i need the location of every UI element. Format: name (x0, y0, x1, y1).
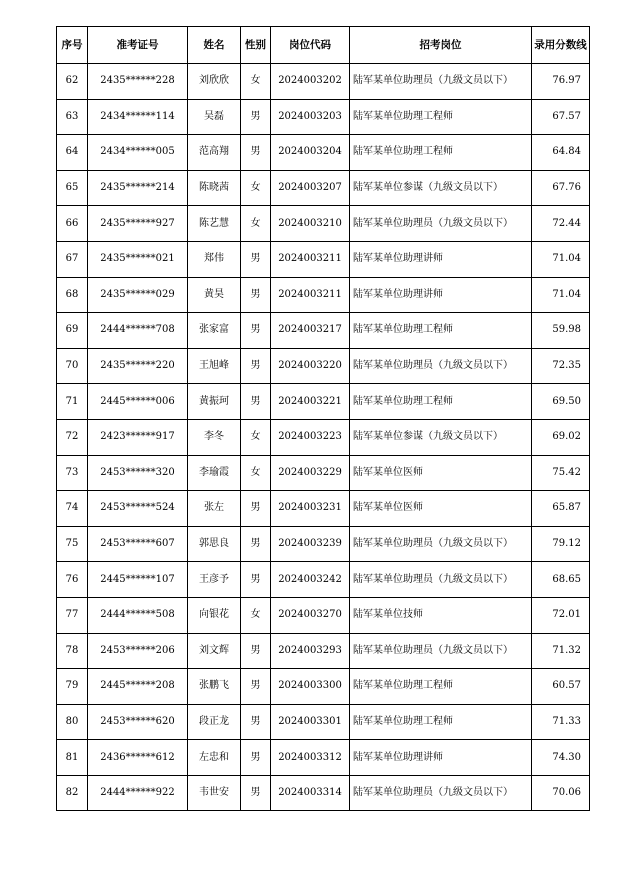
cell-gender: 男 (241, 526, 271, 562)
table-row (57, 775, 590, 811)
header-position-code: 岗位代码 (271, 27, 350, 64)
cell-name: 向银花 (188, 597, 241, 633)
cell-gender: 女 (241, 170, 271, 206)
header-serial: 序号 (57, 27, 88, 64)
cell-score-line: 72.01 (532, 597, 590, 633)
table-row (57, 491, 590, 527)
cell-name: 段正龙 (188, 704, 241, 740)
cell-position-code: 2024003204 (271, 135, 350, 171)
cell-position: 陆军某单位助理员（九级文员以下） (350, 206, 532, 242)
cell-score-line: 69.50 (532, 384, 590, 420)
cell-ticket-number: 2435******228 (88, 64, 188, 100)
cell-gender: 男 (241, 313, 271, 349)
cell-ticket-number: 2445******107 (88, 562, 188, 598)
cell-name: 黄昊 (188, 277, 241, 313)
cell-gender: 男 (241, 277, 271, 313)
cell-gender: 男 (241, 135, 271, 171)
cell-position: 陆军某单位助理讲师 (350, 241, 532, 277)
table-row (57, 277, 590, 313)
cell-position: 陆军某单位助理工程师 (350, 704, 532, 740)
cell-name: 陈艺慧 (188, 206, 241, 242)
cell-name: 张家富 (188, 313, 241, 349)
cell-position-code: 2024003223 (271, 419, 350, 455)
header-score-line: 录用分数线 (532, 27, 590, 64)
cell-gender: 男 (241, 491, 271, 527)
table-header-row (57, 27, 590, 64)
cell-ticket-number: 2436******612 (88, 740, 188, 776)
table-row (57, 597, 590, 633)
table-row (57, 99, 590, 135)
table-row (57, 384, 590, 420)
cell-ticket-number: 2453******524 (88, 491, 188, 527)
cell-position-code: 2024003229 (271, 455, 350, 491)
cell-name: 李瑜霞 (188, 455, 241, 491)
cell-ticket-number: 2444******922 (88, 775, 188, 811)
cell-position: 陆军某单位技师 (350, 597, 532, 633)
table-row (57, 241, 590, 277)
cell-name: 张鹏飞 (188, 669, 241, 705)
cell-serial: 71 (57, 384, 88, 420)
cell-serial: 82 (57, 775, 88, 811)
cell-position-code: 2024003211 (271, 241, 350, 277)
cell-position: 陆军某单位助理员（九级文员以下） (350, 775, 532, 811)
cell-ticket-number: 2435******927 (88, 206, 188, 242)
cell-gender: 男 (241, 562, 271, 598)
cell-serial: 69 (57, 313, 88, 349)
cell-score-line: 72.35 (532, 348, 590, 384)
cell-position-code: 2024003210 (271, 206, 350, 242)
cell-score-line: 79.12 (532, 526, 590, 562)
cell-ticket-number: 2435******029 (88, 277, 188, 313)
cell-serial: 76 (57, 562, 88, 598)
cell-ticket-number: 2453******320 (88, 455, 188, 491)
cell-gender: 女 (241, 419, 271, 455)
cell-score-line: 76.97 (532, 64, 590, 100)
header-position: 招考岗位 (350, 27, 532, 64)
cell-ticket-number: 2445******006 (88, 384, 188, 420)
cell-ticket-number: 2445******208 (88, 669, 188, 705)
cell-gender: 男 (241, 99, 271, 135)
cell-position: 陆军某单位助理员（九级文员以下） (350, 64, 532, 100)
cell-serial: 80 (57, 704, 88, 740)
cell-ticket-number: 2453******206 (88, 633, 188, 669)
cell-position-code: 2024003203 (271, 99, 350, 135)
cell-gender: 女 (241, 455, 271, 491)
cell-serial: 73 (57, 455, 88, 491)
cell-score-line: 71.04 (532, 241, 590, 277)
table-row (57, 64, 590, 100)
table-row (57, 562, 590, 598)
cell-serial: 68 (57, 277, 88, 313)
cell-name: 刘欣欣 (188, 64, 241, 100)
cell-position: 陆军某单位参谋（九级文员以下） (350, 419, 532, 455)
cell-score-line: 64.84 (532, 135, 590, 171)
cell-position: 陆军某单位助理员（九级文员以下） (350, 526, 532, 562)
cell-position: 陆军某单位医师 (350, 455, 532, 491)
cell-name: 张左 (188, 491, 241, 527)
cell-ticket-number: 2435******220 (88, 348, 188, 384)
cell-position-code: 2024003301 (271, 704, 350, 740)
cell-score-line: 75.42 (532, 455, 590, 491)
cell-serial: 62 (57, 64, 88, 100)
admission-score-table (56, 26, 590, 811)
cell-gender: 男 (241, 633, 271, 669)
cell-score-line: 59.98 (532, 313, 590, 349)
cell-gender: 女 (241, 597, 271, 633)
cell-position: 陆军某单位助理讲师 (350, 740, 532, 776)
table-row (57, 135, 590, 171)
cell-serial: 64 (57, 135, 88, 171)
cell-serial: 81 (57, 740, 88, 776)
cell-gender: 男 (241, 241, 271, 277)
cell-position-code: 2024003300 (271, 669, 350, 705)
cell-serial: 72 (57, 419, 88, 455)
cell-name: 王彦予 (188, 562, 241, 598)
cell-score-line: 71.32 (532, 633, 590, 669)
cell-position: 陆军某单位助理工程师 (350, 313, 532, 349)
cell-position: 陆军某单位医师 (350, 491, 532, 527)
cell-position: 陆军某单位助理工程师 (350, 669, 532, 705)
cell-score-line: 72.44 (532, 206, 590, 242)
cell-ticket-number: 2434******114 (88, 99, 188, 135)
cell-serial: 77 (57, 597, 88, 633)
cell-score-line: 74.30 (532, 740, 590, 776)
cell-score-line: 69.02 (532, 419, 590, 455)
cell-name: 范高翔 (188, 135, 241, 171)
table-row (57, 526, 590, 562)
cell-ticket-number: 2435******214 (88, 170, 188, 206)
cell-position-code: 2024003293 (271, 633, 350, 669)
cell-gender: 男 (241, 669, 271, 705)
cell-score-line: 68.65 (532, 562, 590, 598)
cell-name: 李冬 (188, 419, 241, 455)
cell-ticket-number: 2434******005 (88, 135, 188, 171)
table-row (57, 455, 590, 491)
cell-serial: 78 (57, 633, 88, 669)
cell-ticket-number: 2435******021 (88, 241, 188, 277)
cell-name: 陈晓茜 (188, 170, 241, 206)
cell-position-code: 2024003202 (271, 64, 350, 100)
cell-name: 韦世安 (188, 775, 241, 811)
cell-position: 陆军某单位助理工程师 (350, 99, 532, 135)
cell-ticket-number: 2444******708 (88, 313, 188, 349)
cell-position: 陆军某单位助理讲师 (350, 277, 532, 313)
cell-position-code: 2024003220 (271, 348, 350, 384)
cell-position-code: 2024003239 (271, 526, 350, 562)
cell-name: 黄振珂 (188, 384, 241, 420)
cell-score-line: 67.76 (532, 170, 590, 206)
header-gender: 性别 (241, 27, 271, 64)
cell-score-line: 67.57 (532, 99, 590, 135)
table-row (57, 348, 590, 384)
table-row (57, 206, 590, 242)
cell-serial: 75 (57, 526, 88, 562)
cell-gender: 男 (241, 740, 271, 776)
cell-position-code: 2024003314 (271, 775, 350, 811)
cell-gender: 男 (241, 704, 271, 740)
cell-name: 吴磊 (188, 99, 241, 135)
cell-gender: 男 (241, 348, 271, 384)
cell-name: 王旭峰 (188, 348, 241, 384)
cell-position: 陆军某单位助理工程师 (350, 135, 532, 171)
table-row (57, 419, 590, 455)
cell-score-line: 71.33 (532, 704, 590, 740)
table-row (57, 633, 590, 669)
cell-score-line: 70.06 (532, 775, 590, 811)
cell-gender: 女 (241, 206, 271, 242)
cell-ticket-number: 2453******607 (88, 526, 188, 562)
cell-name: 刘文辉 (188, 633, 241, 669)
table-row (57, 669, 590, 705)
table-row (57, 170, 590, 206)
cell-position-code: 2024003207 (271, 170, 350, 206)
cell-position: 陆军某单位助理工程师 (350, 384, 532, 420)
cell-position-code: 2024003231 (271, 491, 350, 527)
cell-ticket-number: 2423******917 (88, 419, 188, 455)
cell-position-code: 2024003270 (271, 597, 350, 633)
cell-gender: 女 (241, 64, 271, 100)
cell-name: 左忠和 (188, 740, 241, 776)
cell-score-line: 65.87 (532, 491, 590, 527)
cell-position-code: 2024003312 (271, 740, 350, 776)
header-ticket-number: 准考证号 (88, 27, 188, 64)
cell-name: 郭思良 (188, 526, 241, 562)
cell-position: 陆军某单位助理员（九级文员以下） (350, 348, 532, 384)
cell-position-code: 2024003217 (271, 313, 350, 349)
cell-serial: 65 (57, 170, 88, 206)
cell-position-code: 2024003242 (271, 562, 350, 598)
cell-position: 陆军某单位助理员（九级文员以下） (350, 633, 532, 669)
cell-serial: 63 (57, 99, 88, 135)
cell-ticket-number: 2453******620 (88, 704, 188, 740)
cell-gender: 男 (241, 775, 271, 811)
cell-serial: 67 (57, 241, 88, 277)
cell-ticket-number: 2444******508 (88, 597, 188, 633)
cell-position-code: 2024003211 (271, 277, 350, 313)
cell-gender: 男 (241, 384, 271, 420)
cell-serial: 66 (57, 206, 88, 242)
cell-position: 陆军某单位助理员（九级文员以下） (350, 562, 532, 598)
cell-position-code: 2024003221 (271, 384, 350, 420)
cell-name: 郑伟 (188, 241, 241, 277)
cell-serial: 74 (57, 491, 88, 527)
cell-score-line: 60.57 (532, 669, 590, 705)
cell-serial: 79 (57, 669, 88, 705)
table-row (57, 740, 590, 776)
table-row (57, 704, 590, 740)
cell-serial: 70 (57, 348, 88, 384)
header-name: 姓名 (188, 27, 241, 64)
table-row (57, 313, 590, 349)
cell-position: 陆军某单位参谋（九级文员以下） (350, 170, 532, 206)
cell-score-line: 71.04 (532, 277, 590, 313)
